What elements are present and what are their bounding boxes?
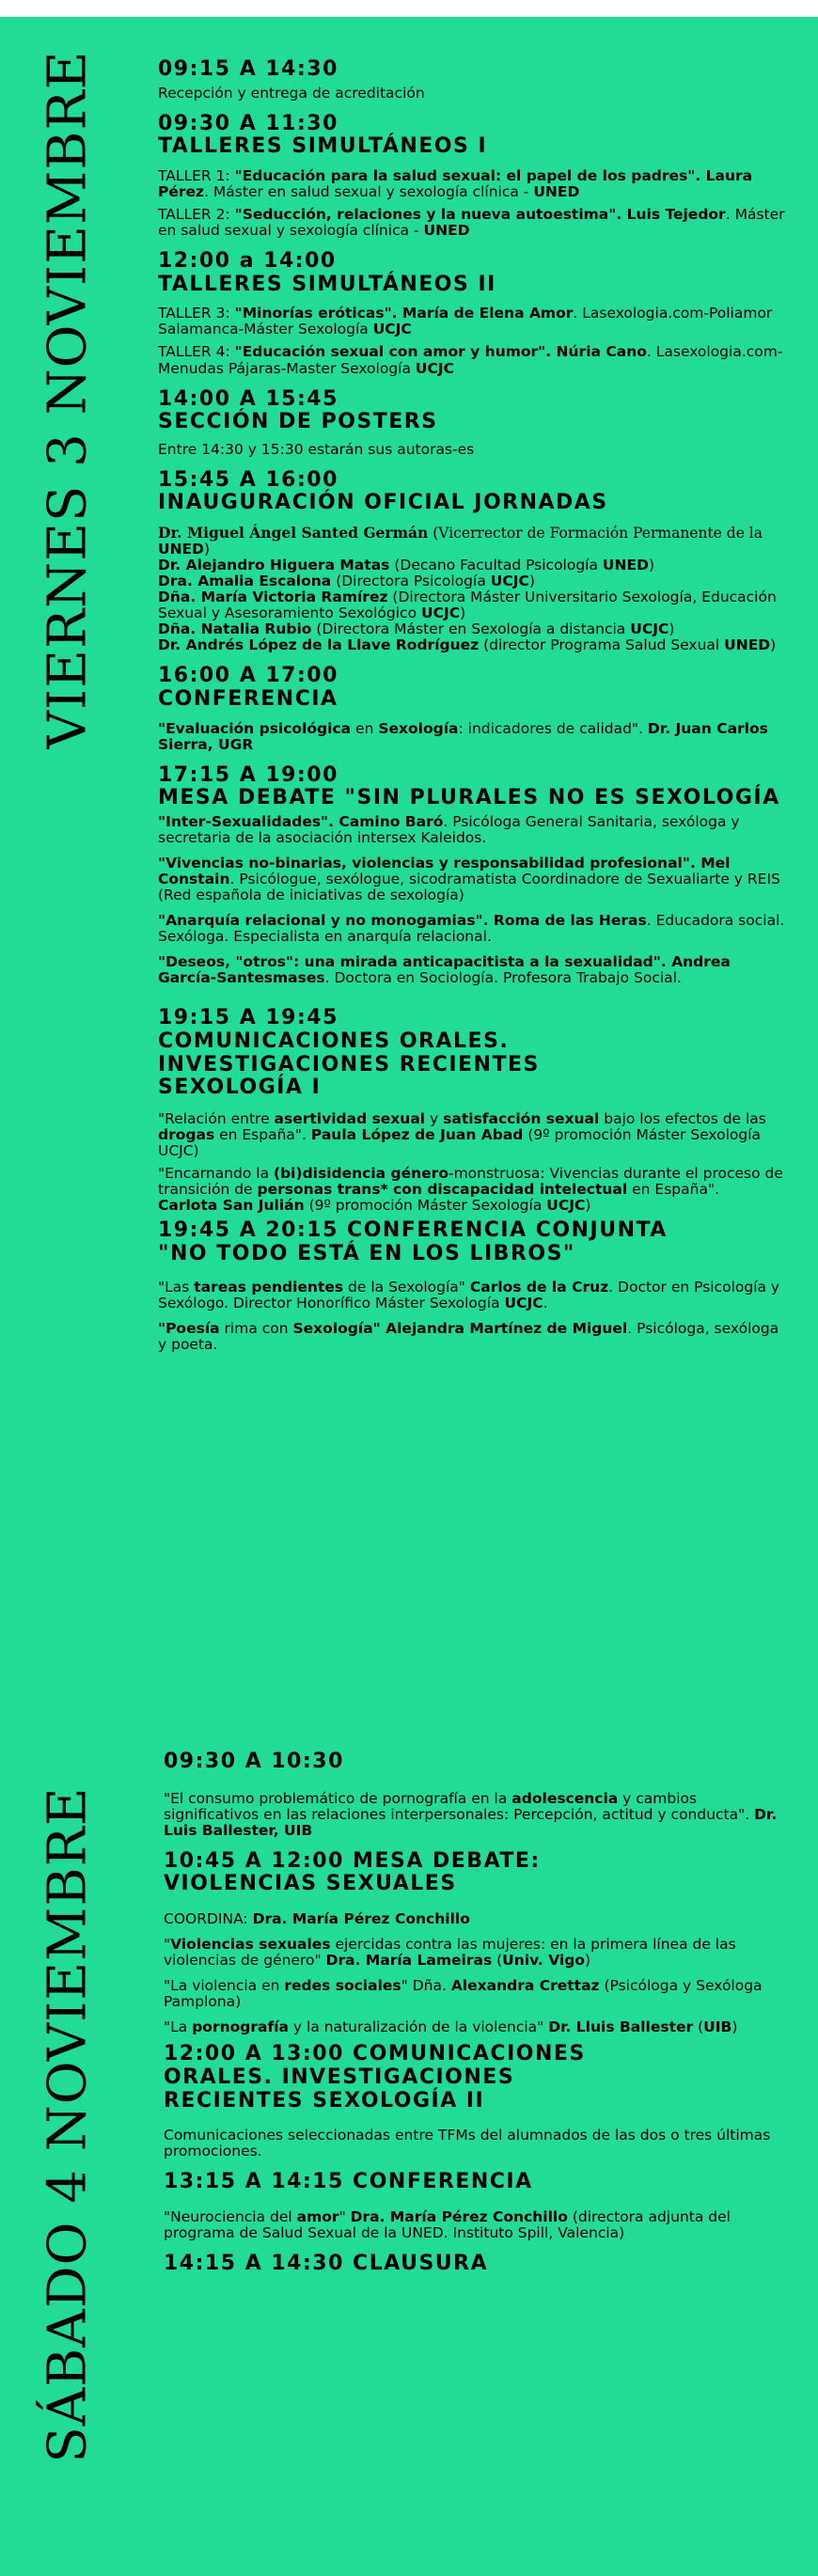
speaker-line: Dr. Miguel Ángel Santed Germán (Vicerrector de Formación Permanente de la UNED) — [158, 524, 763, 558]
session-conferencia-conjunta — [158, 1219, 788, 1352]
session-title: SECCIÓN DE POSTERS — [158, 410, 438, 434]
session-talleres-2 — [158, 250, 788, 376]
coordinator: COORDINA: Dra. María Pérez Conchillo — [164, 1910, 470, 1928]
session-time: 09:15 A 14:30 — [158, 57, 338, 81]
session-mesa-debate — [158, 764, 788, 987]
session-time: 17:15 A 19:00 — [158, 762, 338, 787]
session-time: 14:00 A 15:45 — [158, 386, 338, 411]
session-comunicaciones-1 — [158, 1007, 788, 1214]
session-conferencia-amor — [164, 2171, 794, 2241]
speaker-line: Dña. María Victoria Ramírez (Directora Máster Universitario Sexología, Educación Sexual y Asesoramiento Sexológico UCJC) — [158, 589, 777, 622]
session-title: 10:45 A 12:00 MESA DEBATE: VIOLENCIAS SEXUALES — [164, 1848, 541, 1896]
speaker-line: Dr. Andrés López de la Llave Rodríguez (director Programa Salud Sexual UNED) — [158, 636, 777, 654]
session-text: Entre 14:30 y 15:30 estarán sus autoras-es — [158, 440, 475, 458]
session-time: 16:00 A 17:00 — [158, 664, 338, 688]
talk: "La pornografía y la naturalización de la violencia" Dr. Lluis Ballester (UIB) — [164, 2018, 738, 2036]
talk: "Inter-Sexualidades". Camino Baró. Psicóloga General Sanitaria, sexóloga y secretaria de la asociación intersex Kaleidos. — [158, 813, 740, 847]
session-time: 09:30 A 10:30 — [164, 1750, 344, 1773]
session-clausura — [164, 2253, 794, 2276]
session-time: 12:00 a 14:00 — [158, 249, 337, 274]
taller-2: TALLER 2: "Seducción, relaciones y la nueva autoestima". Luis Tejedor. Máster en salud sexual y sexología clínica - UNED — [158, 206, 785, 240]
session-text: Recepción y entrega de acreditación — [158, 84, 425, 102]
session-title: 13:15 A 14:15 CONFERENCIA — [164, 2170, 533, 2194]
session-title: MESA DEBATE "SIN PLURALES NO ES SEXOLOGÍA — [158, 786, 780, 810]
session-title: TALLERES SIMULTÁNEOS I — [158, 134, 488, 159]
speaker-line: Dra. Amalia Escalona (Directora Psicología UCJC) — [158, 573, 535, 590]
session-title: COMUNICACIONES ORALES. INVESTIGACIONES RECIENTES SEXOLOGÍA I — [158, 1029, 540, 1100]
talk: "La violencia en redes sociales" Dña. Alexandra Crettaz (Psicóloga y Sexóloga Pamplona) — [164, 1977, 763, 2011]
talk: "El consumo problemático de pornografía en la adolescencia y cambios significativos en las relaciones interpersonales: Percepción, actitud y conducta". Dr. Luis Ballester, UIB — [164, 1789, 778, 1839]
session-comunicaciones-2 — [164, 2043, 794, 2160]
talk: "Neurociencia del amor" Dra. María Pérez Conchillo (directora adjunta del programa de Salud Sexual de la UNED. Instituto Spill, Valencia) — [164, 2207, 731, 2241]
session-title: 12:00 A 13:00 COMUNICACIONES ORALES. INVESTIGACIONES RECIENTES SEXOLOGÍA II — [164, 2042, 586, 2113]
talk: "Evaluación psicológica en Sexología: indicadores de calidad". Dr. Juan Carlos Sierra, UGR — [158, 719, 768, 753]
speaker-line: Dr. Alejandro Higuera Matas (Decano Facultad Psicología UNED) — [158, 557, 654, 574]
session-title: INAUGURACIÓN OFICIAL JORNADAS — [158, 491, 608, 515]
session-conferencia — [158, 665, 788, 752]
day-heading-saturday: SÁBADO 4 NOVIEMBRE — [37, 1786, 99, 2463]
program-page — [0, 17, 818, 2576]
session-time: 19:15 A 19:45 — [158, 1006, 338, 1030]
talk: "Las tareas pendientes de la Sexología" Carlos de la Cruz. Doctor en Psicología y Sexólogo. Director Honorífico Máster Sexología UCJC. — [158, 1278, 780, 1312]
talk: "Violencias sexuales ejercidas contra las mujeres: en la primera línea de las violencias de género" Dra. María Lameiras (Univ. Vigo) — [164, 1936, 736, 1970]
session-title: TALLERES SIMULTÁNEOS II — [158, 272, 496, 296]
session-inauguracion — [158, 469, 788, 654]
taller-3: TALLER 3: "Minorías eróticas". María de Elena Amor. Lasexologia.com-Poliamor Salamanca-Máster Sexología UCJC — [158, 305, 773, 338]
session-posters — [158, 388, 788, 458]
session-title: 14:15 A 14:30 CLAUSURA — [164, 2251, 489, 2275]
speaker-line: Dña. Natalia Rubio (Directora Máster en Sexología a distancia UCJC) — [158, 620, 675, 638]
session-title: 19:45 A 20:15 CONFERENCIA CONJUNTA "NO TODO ESTÁ EN LOS LIBROS" — [158, 1218, 668, 1265]
speaker-list — [158, 525, 788, 653]
session-time: 15:45 A 16:00 — [158, 467, 338, 492]
talk: "Poesía rima con Sexología" Alejandra Martínez de Miguel. Psicóloga, sexóloga y poeta. — [158, 1319, 779, 1353]
session-text: Comunicaciones seleccionadas entre TFMs del alumnados de las dos o tres últimas promociones. — [164, 2127, 771, 2160]
talk: "Anarquía relacional y no monogamias". Roma de las Heras. Educadora social. Sexóloga. Especialista en anarquía relacional. — [158, 912, 785, 946]
session-mesa-debate-violencias — [164, 1850, 794, 2036]
saturday-schedule — [164, 1751, 794, 2276]
talk: "Encarnando la (bi)disidencia género-monstruosa: Vivencias durante el proceso de transición de personas trans* con discapacidad intelectual en España". Carlota San Julián (9º promoción Máster Sexología UCJC) — [158, 1165, 783, 1215]
session-title: CONFERENCIA — [158, 687, 338, 712]
talk: "Relación entre asertividad sexual y satisfacción sexual bajo los efectos de las drogas en España". Paula López de Juan Abad (9º promoción Máster Sexología UCJC) — [158, 1109, 766, 1160]
talk: "Vivencias no-binarias, violencias y responsabilidad profesional". Mel Constain. Psicólogue, sexólogue, sicodramatista Coordinadore de Sexualiarte y REIS (Red española de iniciativas de sexología) — [158, 855, 780, 904]
session-0930 — [164, 1751, 794, 1839]
talk: "Deseos, "otros": una mirada anticapacitista a la sexualidad". Andrea García-Santesmases. Doctora en Sociología. Profesora Trabajo Social. — [158, 953, 731, 987]
taller-4: TALLER 4: "Educación sexual con amor y humor". Núria Cano. Lasexologia.com-Menudas Pájaras-Master Sexología UCJC — [158, 343, 783, 377]
session-time: 09:30 A 11:30 — [158, 111, 338, 135]
session-reception — [158, 58, 788, 102]
day-heading-friday: VIERNES 3 NOVIEMBRE — [37, 50, 99, 749]
taller-1: TALLER 1: "Educación para la salud sexual: el papel de los padres". Laura Pérez. Máster en salud sexual y sexología clínica - UNED — [158, 166, 753, 200]
session-talleres-1 — [158, 113, 788, 239]
friday-schedule — [158, 58, 788, 1353]
